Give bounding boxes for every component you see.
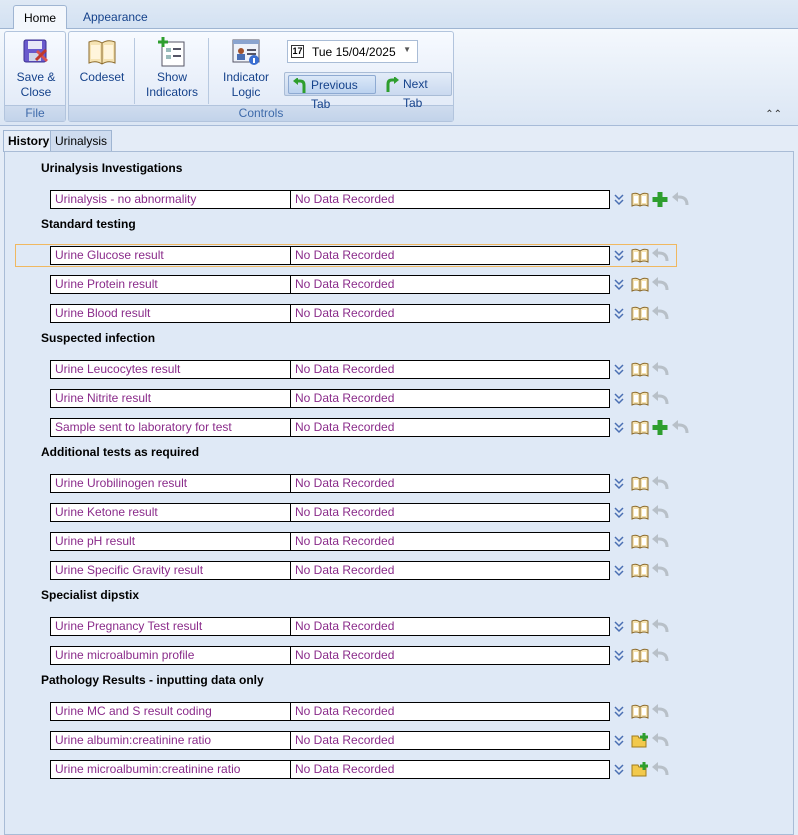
row-value-field[interactable]: No Data Recorded	[290, 418, 610, 437]
book-icon	[86, 36, 118, 68]
separator	[208, 38, 209, 104]
book-icon[interactable]	[631, 703, 649, 719]
section-title: Standard testing	[41, 217, 136, 231]
row-value-field[interactable]: No Data Recorded	[290, 503, 610, 522]
undo-icon[interactable]	[651, 276, 669, 293]
add-icon[interactable]	[651, 419, 669, 436]
undo-icon[interactable]	[671, 191, 689, 207]
row-label: Urine Ketone result	[50, 503, 291, 522]
tab-appearance[interactable]: Appearance	[83, 10, 148, 24]
section-title: Pathology Results - inputting data only	[41, 673, 264, 687]
previous-tab-label: Previous Tab	[311, 78, 358, 111]
row-value-field[interactable]: No Data Recorded	[290, 246, 610, 265]
expand-chevron-icon[interactable]	[613, 192, 625, 206]
row-label: Urine Urobilinogen result	[50, 474, 291, 493]
form-row	[50, 731, 690, 750]
ribbon-group-controls-label: Controls	[69, 105, 453, 121]
next-tab-button[interactable]	[381, 75, 449, 110]
ribbon-tab-bar	[0, 0, 798, 29]
form-row	[50, 418, 690, 437]
date-picker[interactable]	[287, 40, 418, 63]
undo-icon[interactable]	[651, 732, 669, 749]
row-value-field[interactable]: No Data Recorded	[290, 760, 610, 779]
section-title: Specialist dipstix	[41, 588, 140, 602]
expand-chevron-icon[interactable]	[613, 248, 625, 262]
expand-chevron-icon[interactable]	[613, 306, 625, 320]
book-icon[interactable]	[631, 533, 649, 549]
calendar-icon: 17	[292, 46, 303, 56]
row-label: Urinalysis - no abnormality	[50, 190, 291, 209]
expand-chevron-icon[interactable]	[613, 619, 625, 633]
ribbon-group-file	[4, 31, 66, 122]
book-icon[interactable]	[631, 618, 649, 634]
row-label: Urine albumin:creatinine ratio	[50, 731, 291, 750]
expand-chevron-icon[interactable]	[613, 762, 625, 776]
codeset-button[interactable]	[75, 36, 129, 85]
expand-chevron-icon[interactable]	[613, 704, 625, 718]
form-row	[50, 474, 690, 493]
undo-icon[interactable]	[651, 533, 669, 550]
book-icon[interactable]	[631, 419, 649, 435]
next-arrow-icon	[384, 77, 400, 93]
section-title: Urinalysis Investigations	[41, 161, 183, 175]
row-label: Urine Pregnancy Test result	[50, 617, 291, 636]
undo-icon[interactable]	[651, 361, 669, 378]
row-value-field[interactable]: No Data Recorded	[290, 275, 610, 294]
row-value-field[interactable]: No Data Recorded	[290, 360, 610, 379]
row-label: Urine Blood result	[50, 304, 291, 323]
row-value-field[interactable]: No Data Recorded	[290, 617, 610, 636]
undo-icon[interactable]	[651, 647, 669, 664]
book-icon[interactable]	[631, 276, 649, 292]
tab-history[interactable]: History	[3, 130, 54, 152]
row-label: Urine Glucose result	[50, 246, 291, 265]
form-row	[50, 503, 690, 522]
tab-home[interactable]: Home	[13, 5, 67, 30]
row-value-field[interactable]: No Data Recorded	[290, 561, 610, 580]
save-close-button[interactable]	[9, 36, 63, 100]
expand-chevron-icon[interactable]	[613, 277, 625, 291]
book-icon[interactable]	[631, 191, 649, 207]
save-close-label-1: Save &	[16, 70, 56, 84]
row-value-field[interactable]: No Data Recorded	[290, 304, 610, 323]
section-title: Suspected infection	[41, 331, 156, 345]
book-icon[interactable]	[631, 504, 649, 520]
undo-icon[interactable]	[651, 618, 669, 635]
form-row	[50, 702, 690, 721]
expand-chevron-icon[interactable]	[613, 563, 625, 577]
book-icon[interactable]	[631, 361, 649, 377]
add-folder-icon[interactable]	[631, 732, 649, 748]
form-row	[50, 646, 690, 665]
row-label: Sample sent to laboratory for test	[50, 418, 291, 437]
expand-chevron-icon[interactable]	[613, 391, 625, 405]
indicator-logic-button[interactable]	[215, 36, 277, 100]
previous-arrow-icon	[292, 78, 308, 94]
undo-icon[interactable]	[651, 475, 669, 492]
date-value: Tue 15/04/2025	[312, 45, 396, 59]
row-label: Urine Nitrite result	[50, 389, 291, 408]
show-indicators-icon	[156, 36, 188, 68]
separator	[134, 38, 135, 104]
indicator-logic-icon	[230, 36, 262, 68]
form-row	[50, 275, 690, 294]
form-row	[50, 360, 690, 379]
document-tab-bar	[0, 126, 798, 152]
row-value-field[interactable]: No Data Recorded	[290, 190, 610, 209]
form-row	[50, 246, 690, 265]
form-row	[50, 561, 690, 580]
tab-urinalysis[interactable]: Urinalysis	[50, 130, 112, 152]
book-icon[interactable]	[631, 475, 649, 491]
show-indicators-label-2: Indicators	[145, 85, 199, 99]
undo-icon[interactable]	[651, 247, 669, 264]
undo-icon[interactable]	[651, 761, 669, 778]
row-label: Urine Leucocytes result	[50, 360, 291, 379]
expand-chevron-icon[interactable]	[613, 648, 625, 662]
row-value-field[interactable]: No Data Recorded	[290, 389, 610, 408]
form-row	[50, 190, 690, 209]
expand-chevron-icon[interactable]	[613, 420, 625, 434]
row-label: Urine MC and S result coding	[50, 702, 291, 721]
add-icon[interactable]	[651, 191, 669, 208]
save-close-icon	[20, 36, 52, 68]
expand-chevron-icon[interactable]	[613, 534, 625, 548]
collapse-ribbon-icon[interactable]: ⌃⌃	[765, 109, 782, 120]
row-label: Urine pH result	[50, 532, 291, 551]
add-folder-icon[interactable]	[631, 761, 649, 777]
row-value-field[interactable]: No Data Recorded	[290, 731, 610, 750]
save-close-label-2: Close	[20, 85, 52, 99]
row-label: Urine Protein result	[50, 275, 291, 294]
expand-chevron-icon[interactable]	[613, 476, 625, 490]
ribbon-group-file-label: File	[5, 105, 65, 121]
tab-navigation	[284, 72, 452, 111]
expand-chevron-icon[interactable]	[613, 362, 625, 376]
form-row	[50, 760, 690, 779]
form-row	[50, 389, 690, 408]
previous-tab-button[interactable]	[288, 75, 376, 111]
expand-chevron-icon[interactable]	[613, 505, 625, 519]
row-value-field[interactable]: No Data Recorded	[290, 532, 610, 551]
form-row	[50, 532, 690, 551]
book-icon[interactable]	[631, 390, 649, 406]
undo-icon[interactable]	[651, 504, 669, 521]
undo-icon[interactable]	[651, 305, 669, 322]
book-icon[interactable]	[631, 647, 649, 663]
indicator-logic-label-1: Indicator	[222, 70, 270, 84]
undo-icon[interactable]	[651, 703, 669, 720]
book-icon[interactable]	[631, 305, 649, 321]
section-title: Additional tests as required	[41, 445, 200, 459]
row-label: Urine microalbumin profile	[50, 646, 291, 665]
undo-icon[interactable]	[671, 419, 689, 435]
next-tab-label: Next Tab	[403, 77, 428, 110]
row-label: Urine microalbumin:creatinine ratio	[50, 760, 291, 779]
row-value-field[interactable]: No Data Recorded	[290, 702, 610, 721]
form-row	[50, 304, 690, 323]
chevron-down-icon[interactable]: ▼	[403, 45, 411, 54]
ribbon-body	[0, 29, 798, 126]
row-label: Urine Specific Gravity result	[50, 561, 291, 580]
book-icon[interactable]	[631, 247, 649, 263]
form-row	[50, 617, 690, 636]
undo-icon[interactable]	[651, 390, 669, 407]
codeset-label: Codeset	[79, 70, 125, 84]
undo-icon[interactable]	[651, 562, 669, 579]
indicator-logic-label-2: Logic	[231, 85, 261, 99]
show-indicators-button[interactable]	[141, 36, 203, 100]
expand-chevron-icon[interactable]	[613, 733, 625, 747]
row-value-field[interactable]: No Data Recorded	[290, 646, 610, 665]
book-icon[interactable]	[631, 562, 649, 578]
row-value-field[interactable]: No Data Recorded	[290, 474, 610, 493]
show-indicators-label-1: Show	[156, 70, 188, 84]
